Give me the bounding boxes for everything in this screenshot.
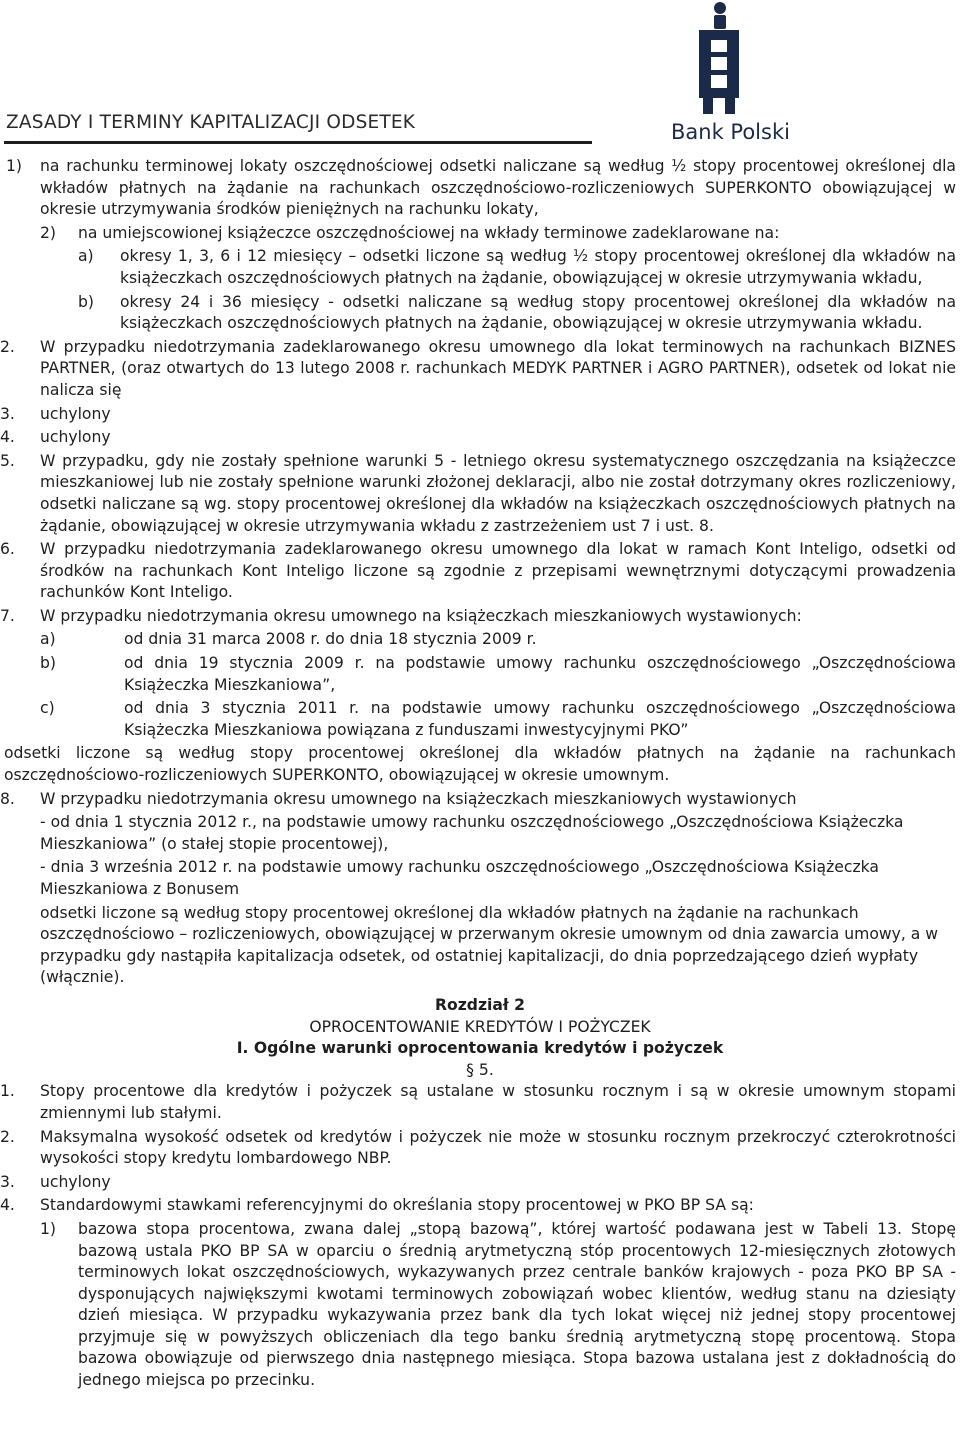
section-7-conclusion: odsetki liczone są według stopy procentowej określonej dla wkładów płatnych na żądanie na rachunkach oszczędnościowo-rozliczeniowych SUPERKONTO, obowiązującej w okresie umownym. xyxy=(4,744,956,785)
item-text: W przypadku niedotrzymania okresu umownego na książeczkach mieszkaniowych wystawionych xyxy=(40,789,797,808)
section-8-line: - od dnia 1 stycznia 2012 r., na podstawie umowy rachunku oszczędnościowego „Oszczędnościowa Książeczka Mieszkaniowa” (o stałej stopie procentowej), xyxy=(40,813,904,853)
chapter-title: OPROCENTOWANIE KREDYTÓW I POŻYCZEK xyxy=(309,1017,651,1036)
item-text: W przypadku, gdy nie zostały spełnione warunki 5 - letniego okresu systematycznego oszczędzania na książeczce mieszkaniowej lub nie zostały spełnione warunki złożonej deklaracji, albo nie został dotrzymany okres rozliczeniowy, odsetki naliczane są wg. stopy procentowej określonej dla wkładów na książeczkach oszczędnościowych płatnych na żądanie, obowiązującej w okresie utrzymywania wkładu z zastrzeżeniem ust 7 i ust. 8. xyxy=(40,451,956,535)
section-3 xyxy=(0,404,956,426)
item-letter: b) xyxy=(78,292,94,311)
item-number: 2. xyxy=(0,337,15,356)
page-header xyxy=(0,0,960,150)
section-2 xyxy=(0,337,956,402)
item-text: uchylony xyxy=(40,404,111,423)
chapter-subtitle: I. Ogólne warunki oprocentowania kredytów i pożyczek xyxy=(236,1039,724,1058)
item-number: 7. xyxy=(0,606,15,625)
list-item xyxy=(0,1127,956,1170)
item-text: bazowa stopa procentowa, zwana dalej „stopą bazową”, której wartość podawana jest w Tabeli 13. Stopę bazową ustala PKO BP SA w oparciu o średnią arytmetyczną stóp procentowych 12-miesięcznych złotowych terminowych lokat oszczędnościowych, wykazywanych przez centrale banków krajowych - poza PKO BP SA - dysponujących największymi kwotami terminowych zobowiązań wobec klientów, według stanu na dziesiąty dzień miesiąca. W przypadku wykazywania przez bank dla tych lokat więcej niż jednej stopy procentowej przyjmuje się w powyższych obliczeniach dla tego banku średnią arytmetyczną stopę procentową. Stopa bazowa obowiązuje od pierwszego dnia następnego miesiąca. Stopa bazowa ustalana jest z dokładnością do jednego miejsca po przecinku. xyxy=(78,1219,956,1390)
item-text: W przypadku niedotrzymania zadeklarowanego okresu umownego dla lokat terminowych na rachunkach BIZNES PARTNER, (oraz otwartych do 13 lutego 2008 r. rachunkach MEDYK PARTNER i AGRO PARTNER), odsetek od lokat nie nalicza się xyxy=(40,337,956,399)
item-number: 1) xyxy=(6,157,23,175)
list-item xyxy=(0,629,956,651)
item-number: 1. xyxy=(0,1082,15,1101)
item-text: od dnia 31 marca 2008 r. do dnia 18 stycznia 2009 r. xyxy=(124,630,537,649)
item-text: uchylony xyxy=(40,428,111,447)
item-letter: a) xyxy=(40,630,56,649)
list-item xyxy=(0,223,956,245)
item-number: 3. xyxy=(0,404,15,423)
item-number: 1) xyxy=(40,1219,57,1238)
item-text: uchylony xyxy=(40,1172,111,1191)
item-text: od dnia 19 stycznia 2009 r. na podstawie umowy rachunku oszczędnościowego „Oszczędnościowa Książeczka Mieszkaniowa”, xyxy=(124,654,956,694)
section-8-line: odsetki liczone są według stopy procentowej określonej dla wkładów płatnych na żądanie na rachunkach oszczędnościowo – rozliczeniowych, obowiązującej w przerwanym okresie umownym od dnia zawarcia umowy, a w przypadku gdy nastąpiła kapitalizacja odsetek, od ostatniej kapitalizacji, do dnia poprzedzającego dzień wypłaty (włącznie). xyxy=(40,903,939,987)
item-text: W przypadku niedotrzymania zadeklarowanego okresu umownego dla lokat w ramach Kont Inteligo, odsetki od środków na rachunkach Kont Inteligo liczone są zgodnie z przepisami wewnętrznymi dotyczącymi prowadzenia rachunków Kont Inteligo. xyxy=(40,540,956,602)
list-item xyxy=(0,1081,956,1124)
item-letter: b) xyxy=(40,654,56,673)
item-number: 6. xyxy=(0,540,15,559)
item-text: Standardowymi stawkami referencyjnymi do określania stopy procentowej w PKO BP SA są: xyxy=(40,1196,754,1215)
paragraph-number: § 5. xyxy=(466,1060,494,1079)
list-item xyxy=(0,246,956,289)
list-item xyxy=(0,698,956,741)
chapter-number: Rozdział 2 xyxy=(435,995,525,1014)
item-text: na umiejscowionej książeczce oszczędnościowej na wkłady terminowe zadeklarowane na: xyxy=(78,223,780,242)
item-number: 4. xyxy=(0,428,15,447)
item-text: okresy 24 i 36 miesięcy - odsetki naliczane są według stopy procentowej określonej dla wkładów na książeczkach oszczędnościowych płatnych na żądanie, obowiązującej w okresie utrzymywania wkładu. xyxy=(120,292,956,333)
document-title: ZASADY I TERMINY KAPITALIZACJI ODSETEK xyxy=(6,112,416,133)
title-underline xyxy=(4,141,592,144)
section-7 xyxy=(0,606,956,628)
item-text: Stopy procentowe dla kredytów i pożyczek są ustalane w stosunku rocznym i są w okresie umownym stopami zmiennymi lub stałymi. xyxy=(40,1082,956,1122)
list-item xyxy=(0,1172,956,1194)
section-6 xyxy=(0,539,956,604)
list-item xyxy=(0,1195,956,1217)
item-text: od dnia 3 stycznia 2011 r. na podstawie umowy rachunku oszczędnościowego „Oszczędnościowa Książeczka Mieszkaniowa powiązana z funduszami inwestycyjnymi PKO” xyxy=(124,699,956,739)
item-number: 2) xyxy=(40,223,57,242)
item-text: okresy 1, 3, 6 i 12 miesięcy – odsetki liczone są według ½ stopy procentowej określonej dla wkładów na książeczkach oszczędnościowych płatnych na żądanie, obowiązującej w okresie utrzymywania wkładu, xyxy=(120,247,956,287)
list-item xyxy=(0,156,956,221)
bank-name: Bank Polski xyxy=(671,120,790,144)
list-item xyxy=(0,292,956,335)
item-letter: c) xyxy=(40,699,55,718)
section-8-line: - dnia 3 września 2012 r. na podstawie umowy rachunku oszczędnościowego „Oszczędnościowa Książeczka Mieszkaniowa z Bonusem xyxy=(40,858,879,898)
item-text: W przypadku niedotrzymania okresu umownego na książeczkach mieszkaniowych wystawionych: xyxy=(40,606,802,625)
section-4 xyxy=(0,427,956,449)
item-text: Maksymalna wysokość odsetek od kredytów i pożyczek nie może w stosunku rocznym przekroczyć czterokrotności wysokości stopy kredytu lombardowego NBP. xyxy=(40,1127,956,1168)
pko-logo-icon xyxy=(691,0,747,116)
item-number: 3. xyxy=(0,1172,15,1191)
section-8 xyxy=(0,789,956,811)
document-body xyxy=(0,156,960,1394)
item-number: 2. xyxy=(0,1127,15,1146)
section-5 xyxy=(0,451,956,537)
list-item xyxy=(0,653,956,696)
item-text: na rachunku terminowej lokaty oszczędnościowej odsetki naliczane są według ½ stopy procentowej określonej dla wkładów płatnych na żądanie na rachunkach oszczędnościowo-rozliczeniowych SUPERKONTO obowiązującej w okresie utrzymywania środków pieniężnych na rachunku lokaty, xyxy=(40,157,956,219)
item-number: 4. xyxy=(0,1196,15,1215)
list-item xyxy=(0,1219,956,1392)
item-number: 5. xyxy=(0,451,15,470)
item-letter: a) xyxy=(78,247,94,266)
item-number: 8. xyxy=(0,789,15,808)
